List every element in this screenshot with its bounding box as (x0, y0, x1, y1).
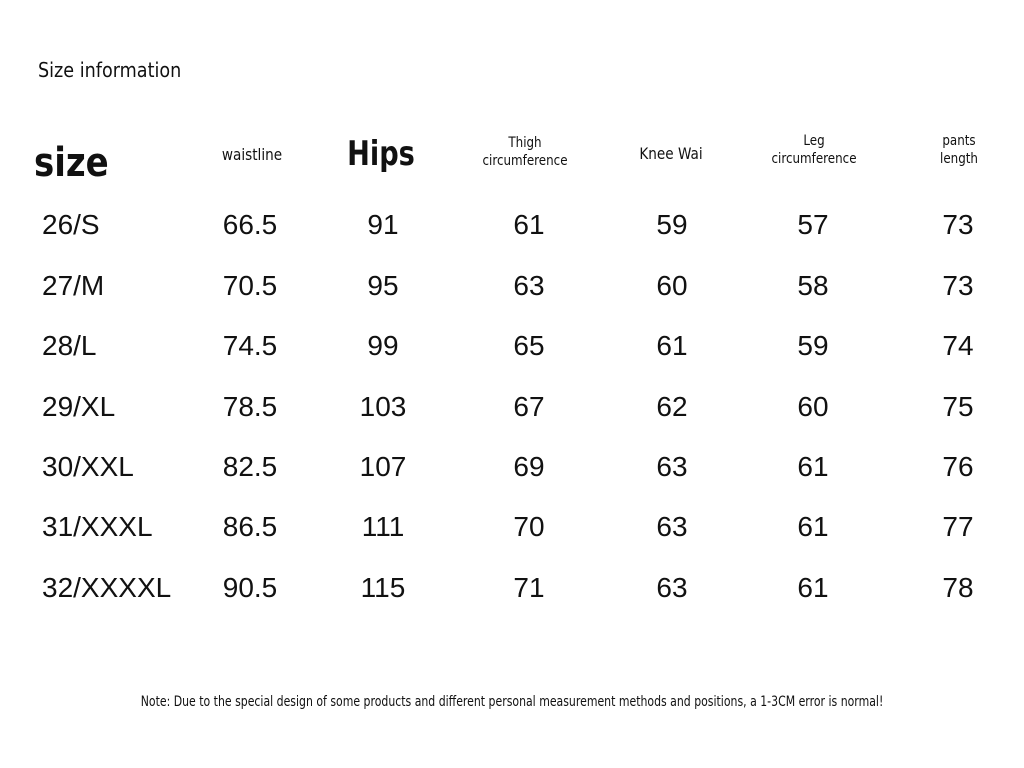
cell-pants-length: 74 (942, 330, 974, 361)
cell-knee: 59 (656, 209, 688, 240)
cell-thigh: 65 (513, 330, 545, 361)
cell-knee: 61 (656, 330, 688, 361)
cell-knee: 63 (656, 451, 688, 482)
cell-pants-length: 75 (942, 391, 974, 422)
header-size: size (34, 140, 109, 186)
cell-thigh: 70 (513, 511, 545, 542)
cell-thigh: 61 (513, 209, 545, 240)
cell-thigh: 69 (513, 451, 545, 482)
header-leg-line1: Leg (803, 133, 825, 149)
header-waistline: waistline (221, 145, 283, 164)
cell-leg: 61 (797, 572, 829, 603)
cell-thigh: 71 (513, 572, 545, 603)
cell-leg: 59 (797, 330, 829, 361)
cell-hips: 103 (359, 391, 407, 422)
cell-waistline: 90.5 (222, 572, 278, 603)
cell-waistline: 86.5 (222, 511, 278, 542)
header-pants-length (919, 133, 999, 168)
cell-pants-length: 77 (942, 511, 974, 542)
cell-size: 30/XXL (42, 451, 134, 482)
cell-pants-length: 73 (942, 270, 974, 301)
cell-size: 31/XXXL (42, 511, 153, 542)
header-pants-line1: pants (942, 133, 976, 149)
cell-hips: 95 (367, 270, 399, 301)
cell-size: 29/XL (42, 391, 116, 422)
cell-pants-length: 78 (942, 572, 974, 603)
cell-hips: 107 (359, 451, 407, 482)
header-thigh (465, 135, 585, 170)
header-thigh-line1: Thigh (508, 135, 542, 151)
cell-hips: 115 (360, 572, 406, 603)
header-pants-line2: length (940, 150, 978, 167)
measurement-note-text: Note: Due to the special design of some products and different personal measurement methods and positions, a 1-3CM error is normal! (140, 694, 884, 710)
cell-size: 28/L (42, 330, 97, 361)
cell-knee: 60 (656, 270, 688, 301)
cell-knee: 63 (656, 572, 688, 603)
header-leg (754, 133, 874, 168)
cell-waistline: 78.5 (222, 391, 278, 422)
header-leg-line2: circumference (771, 150, 857, 167)
cell-size: 26/S (42, 209, 100, 240)
cell-hips: 111 (361, 511, 405, 542)
cell-leg: 61 (797, 451, 829, 482)
cell-knee: 63 (656, 511, 688, 542)
cell-pants-length: 76 (942, 451, 974, 482)
measurement-note (0, 694, 1024, 710)
header-knee: Knee Wai (639, 144, 703, 163)
cell-leg: 60 (797, 391, 829, 422)
page-title: Size information (38, 58, 182, 82)
cell-pants-length: 73 (942, 209, 974, 240)
cell-knee: 62 (656, 391, 688, 422)
cell-waistline: 66.5 (222, 209, 278, 240)
cell-hips: 91 (367, 209, 399, 240)
cell-size: 32/XXXXL (42, 572, 172, 603)
cell-leg: 58 (797, 270, 829, 301)
header-thigh-line2: circumference (482, 152, 568, 169)
cell-hips: 99 (367, 330, 399, 361)
header-hips: Hips (347, 134, 415, 174)
cell-leg: 57 (797, 209, 829, 240)
cell-waistline: 82.5 (222, 451, 278, 482)
cell-waistline: 74.5 (222, 330, 278, 361)
cell-thigh: 67 (513, 391, 545, 422)
cell-waistline: 70.5 (222, 270, 278, 301)
cell-size: 27/M (42, 270, 105, 301)
cell-thigh: 63 (513, 270, 545, 301)
cell-leg: 61 (797, 511, 829, 542)
